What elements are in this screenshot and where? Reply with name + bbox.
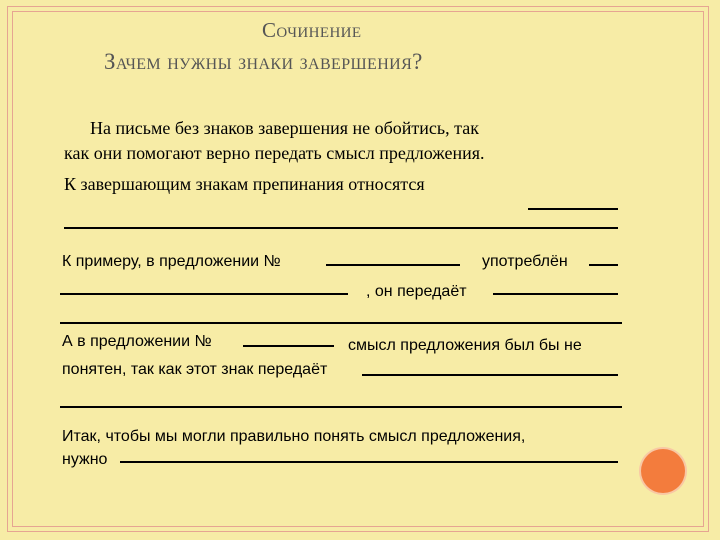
blank-line xyxy=(528,208,618,210)
blank-line xyxy=(243,345,334,347)
blank-line xyxy=(60,322,622,324)
title-line-1: Сочинение xyxy=(262,18,362,42)
decorative-circle xyxy=(641,449,685,493)
blank-line xyxy=(362,374,618,376)
blank-line xyxy=(64,227,618,229)
conclusion-line-1: Итак, чтобы мы могли правильно понять смысл предложения, xyxy=(62,428,526,445)
blank-line xyxy=(120,461,618,463)
example-line-1-start: К примеру, в предложении № xyxy=(62,253,281,270)
paragraph-line-1: На письме без знаков завершения не обойтись, так xyxy=(90,118,479,138)
paragraph-line-3: К завершающим знакам препинания относятся xyxy=(64,174,425,194)
second-line-2: понятен, так как этот знак передаёт xyxy=(62,361,328,378)
example-line-2: , он передаёт xyxy=(366,283,467,300)
second-line-1-end: смысл предложения был бы не xyxy=(348,337,582,354)
blank-line xyxy=(589,264,618,266)
blank-line xyxy=(60,293,348,295)
example-line-1-mid: употреблён xyxy=(482,253,568,270)
blank-line xyxy=(326,264,460,266)
conclusion-line-2: нужно xyxy=(62,451,108,468)
paragraph-line-2: как они помогают верно передать смысл предложения. xyxy=(64,143,485,163)
blank-line xyxy=(493,293,618,295)
blank-line xyxy=(60,406,622,408)
second-line-1-start: А в предложении № xyxy=(62,333,212,350)
title-line-2: Зачем нужны знаки завершения? xyxy=(104,49,423,74)
